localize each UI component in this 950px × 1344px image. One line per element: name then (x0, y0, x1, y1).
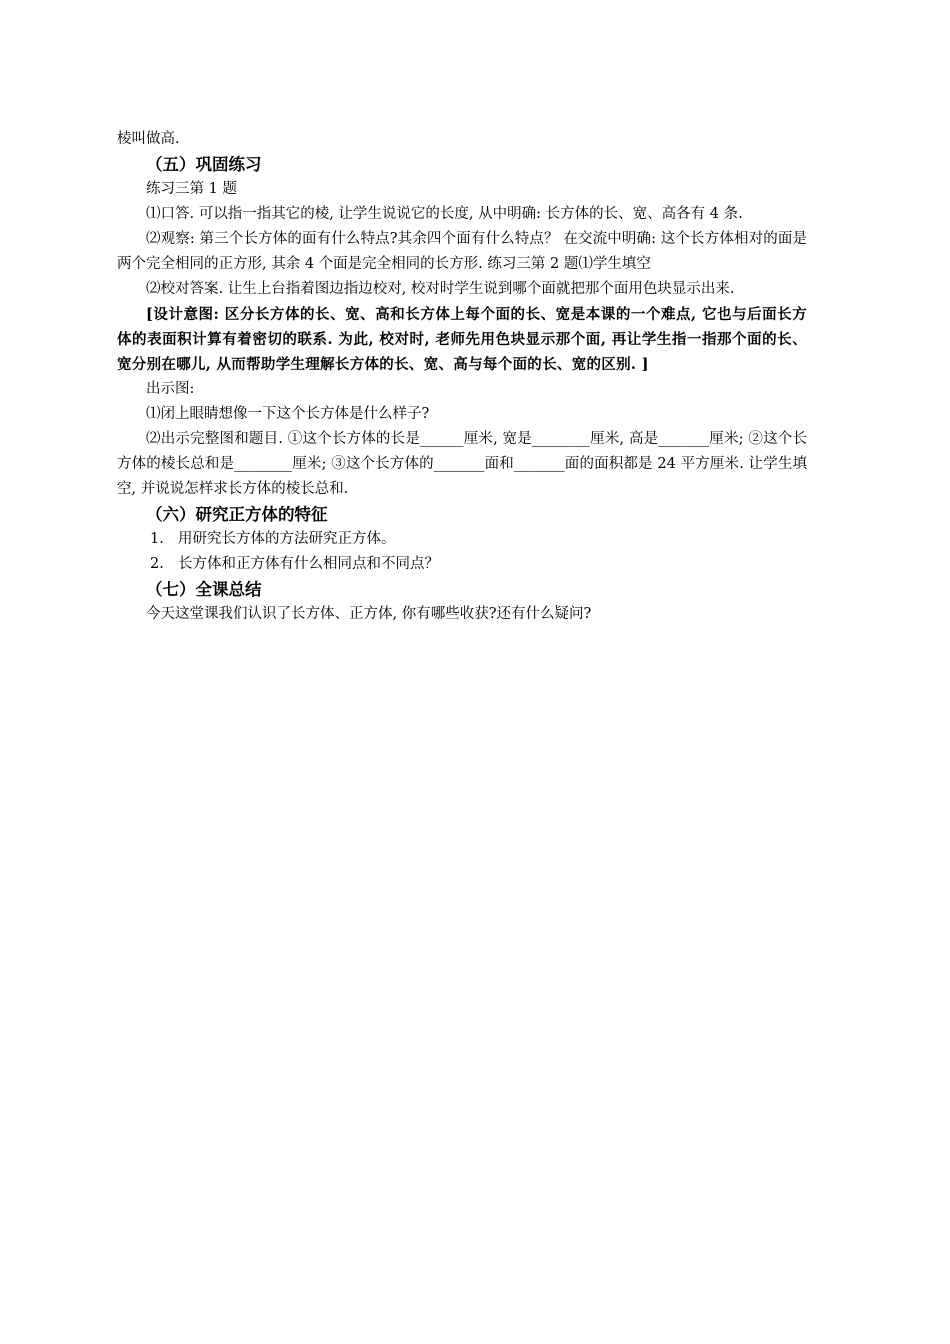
list-text: 长方体和正方体有什么相同点和不同点？ (178, 556, 439, 572)
list-item (117, 527, 807, 552)
show-figure-label: 出示图: (146, 381, 195, 397)
paragraph-oral-answer: ⑴口答. 可以指一指其它的棱, 让学生说说它的长度, 从中明确: 长方体的长、宽、高各有 4 条. (146, 206, 743, 222)
list-number: 2. (150, 556, 164, 572)
document-body (117, 127, 807, 627)
section-heading-7: （七）全课总结 (146, 580, 262, 599)
section-heading-5: （五）巩固练习 (146, 155, 262, 174)
paragraph-summary: 今天这堂课我们认识了长方体、正方体, 你有哪些收获?还有什么疑问? (146, 606, 592, 622)
list-item (117, 552, 807, 577)
paragraph-fill-blanks: ⑵出示完整图和题目. ①这个长方体的长是______厘米, 宽是________厘米, 高是_______厘米; ②这个长方体的棱长总和是________厘米; ③这个长方体的_______面和_______面的面积都是 24 平方厘米. 让学生填空, 并说说怎样求长方体的棱长总和. (117, 431, 807, 497)
paragraph-observe: ⑵观察: 第三个长方体的面有什么特点?其余四个面有什么特点？ 在交流中明确: 这个长方体相对的面是两个完全相同的正方形, 其余 4 个面是完全相同的长方形. 练习三第 2 题⑴学生填空 (117, 231, 807, 272)
design-intent-note: [设计意图: 区分长方体的长、宽、高和长方体上每个面的长、宽是本课的一个难点, 它也与后面长方体的表面积计算有着密切的联系. 为此, 校对时, 老师先用色块显示那个面, 再让学生指一指那个面的长、宽分别在哪儿, 从而帮助学生理解长方体的长、宽、高与每个面的长、宽的区别. ] (117, 306, 807, 373)
list-number: 1. (150, 531, 164, 547)
paragraph-continuation: 棱叫做高. (117, 131, 180, 147)
paragraph-check-answers: ⑵校对答案. 让生上台指着图边指边校对, 校对时学生说到哪个面就把那个面用色块显示出来. (146, 281, 735, 297)
section-heading-6: （六）研究正方体的特征 (146, 505, 328, 524)
list-text: 用研究长方体的方法研究正方体。 (178, 531, 396, 547)
paragraph-imagine: ⑴闭上眼睛想像一下这个长方体是什么样子? (146, 406, 430, 422)
exercise-label: 练习三第 1 题 (146, 181, 237, 197)
